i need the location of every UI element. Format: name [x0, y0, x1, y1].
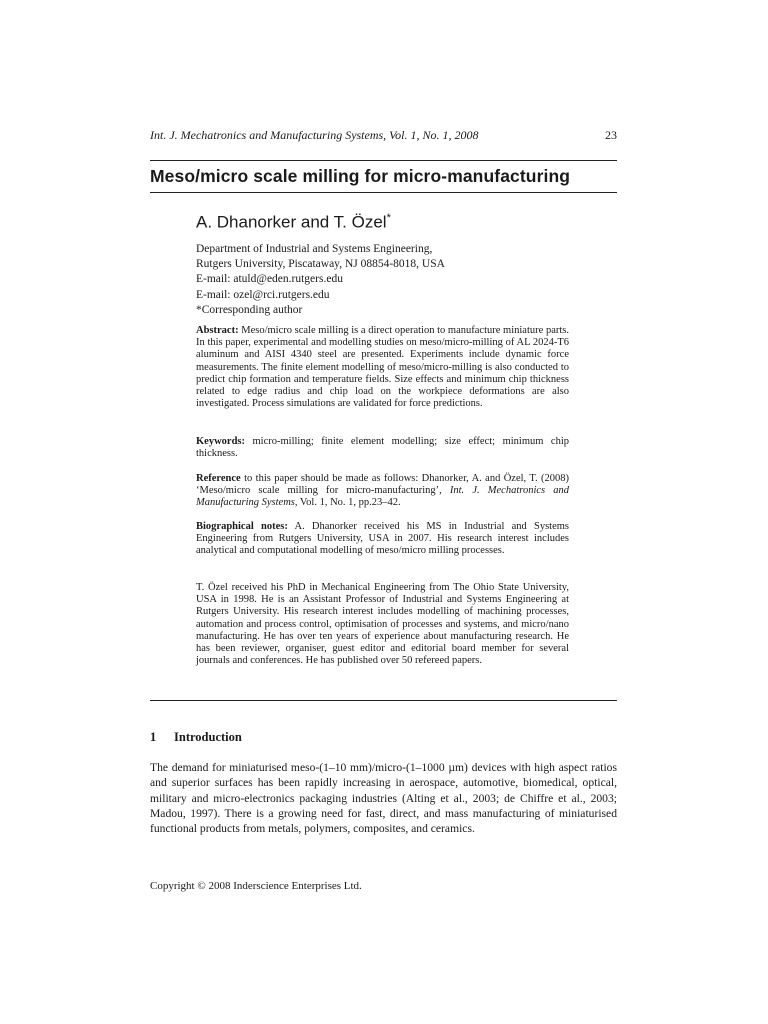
- affiliation-line: Department of Industrial and Systems Engineering,: [196, 243, 433, 255]
- corresponding-author-note: *Corresponding author: [196, 303, 303, 316]
- affiliation-line: Rutgers University, Piscataway, NJ 08854-8018, USA: [196, 258, 445, 271]
- reference-text: to this paper should be made as follows: Dhanorker, A. and Özel, T. (2008) ‘Meso/micro scale milling for micro-manufacturing’,: [196, 473, 569, 497]
- running-header: [150, 128, 617, 143]
- section-heading: [150, 730, 242, 745]
- section-title: Introduction: [174, 730, 242, 744]
- bio-ozel-text: T. Özel received his PhD in Mechanical Engineering from The Ohio State University, USA in 1998. He is an Assistant Professor of Industrial and Systems Engineering at Rutgers University. His research interest includes modelling of machining processes, automation and process control, optimisation of processes and systems, and micro/nano manufacturing. He has over ten years of experience about manufacturing research. He has been reviewer, organiser, guest editor and editorial board member for several journals and conferences. He has published over 50 refereed papers.: [196, 582, 569, 667]
- title-top-rule: [150, 160, 617, 161]
- bio-label: Biographical notes:: [196, 521, 288, 532]
- keywords-label: Keywords:: [196, 436, 245, 447]
- email-line: E-mail: ozel@rci.rutgers.edu: [196, 288, 330, 301]
- paper-title: Meso/micro scale milling for micro-manufacturing: [150, 166, 571, 186]
- journal-citation: Int. J. Mechatronics and Manufacturing Systems, Vol. 1, No. 1, 2008: [150, 128, 479, 142]
- affiliation-block: [196, 242, 576, 318]
- bio-ozel: [196, 582, 569, 667]
- authors: A. Dhanorker and T. Özel: [196, 212, 387, 232]
- abstract: [196, 325, 569, 410]
- abstract-label: Abstract:: [196, 325, 239, 336]
- corresponding-mark: *: [386, 212, 391, 224]
- title-bottom-rule: [150, 192, 617, 193]
- reference-volume: , Vol. 1, No. 1, pp.23–42.: [294, 497, 401, 509]
- introduction-paragraph: The demand for miniaturised meso-(1–10 mm)/micro-(1–1000 µm) devices with high aspect ratios and superior surfaces has been rapidly increasing in aerospace, automotive, biomedical, optical, military and micro-electronics packaging industries (Alting et al., 2003; de Chiffre et al., 2003; Madou, 1997). There is a growing need for fast, direct, and mass manufacturing of miniaturised functional products from metals, polymers, composites, and ceramics.: [150, 761, 617, 836]
- section-number: 1: [150, 730, 157, 744]
- keywords: [196, 436, 569, 460]
- reference-journal: Int. J. Mechatronics and Manufacturing Systems: [196, 485, 570, 509]
- email-line: E-mail: atuld@eden.rutgers.edu: [196, 273, 343, 286]
- abstract-text: Meso/micro scale milling is a direct operation to manufacture miniature parts. In this paper, experimental and modelling studies on meso/micro-milling of AL 2024-T6 aluminum and AISI 4340 steel are presented. Experiments include dynamic force measurements. The finite element modelling of meso/micro-milling is also conducted to predict chip formation and temperature fields. Size effects and minimum chip thickness related to edge radius and chip load on the workpiece deformations are also investigated. Process simulations are validated for force predictions.: [196, 325, 569, 410]
- abstract-bottom-rule: [150, 700, 617, 701]
- copyright-notice: Copyright © 2008 Inderscience Enterprises Ltd.: [150, 880, 362, 892]
- reference-label: Reference: [196, 473, 241, 484]
- page-number: 23: [605, 128, 617, 142]
- keywords-text: micro-milling; finite element modelling; size effect; minimum chip thickness.: [196, 436, 569, 460]
- author-line: [196, 212, 391, 233]
- bio-dhanorker: A. Dhanorker received his MS in Industrial and Systems Engineering from Rutgers University, USA in 2007. His research interest includes analytical and computational modelling of meso/micro milling processes.: [196, 521, 569, 557]
- reference-note: [196, 473, 569, 510]
- biographical-notes: [196, 521, 569, 558]
